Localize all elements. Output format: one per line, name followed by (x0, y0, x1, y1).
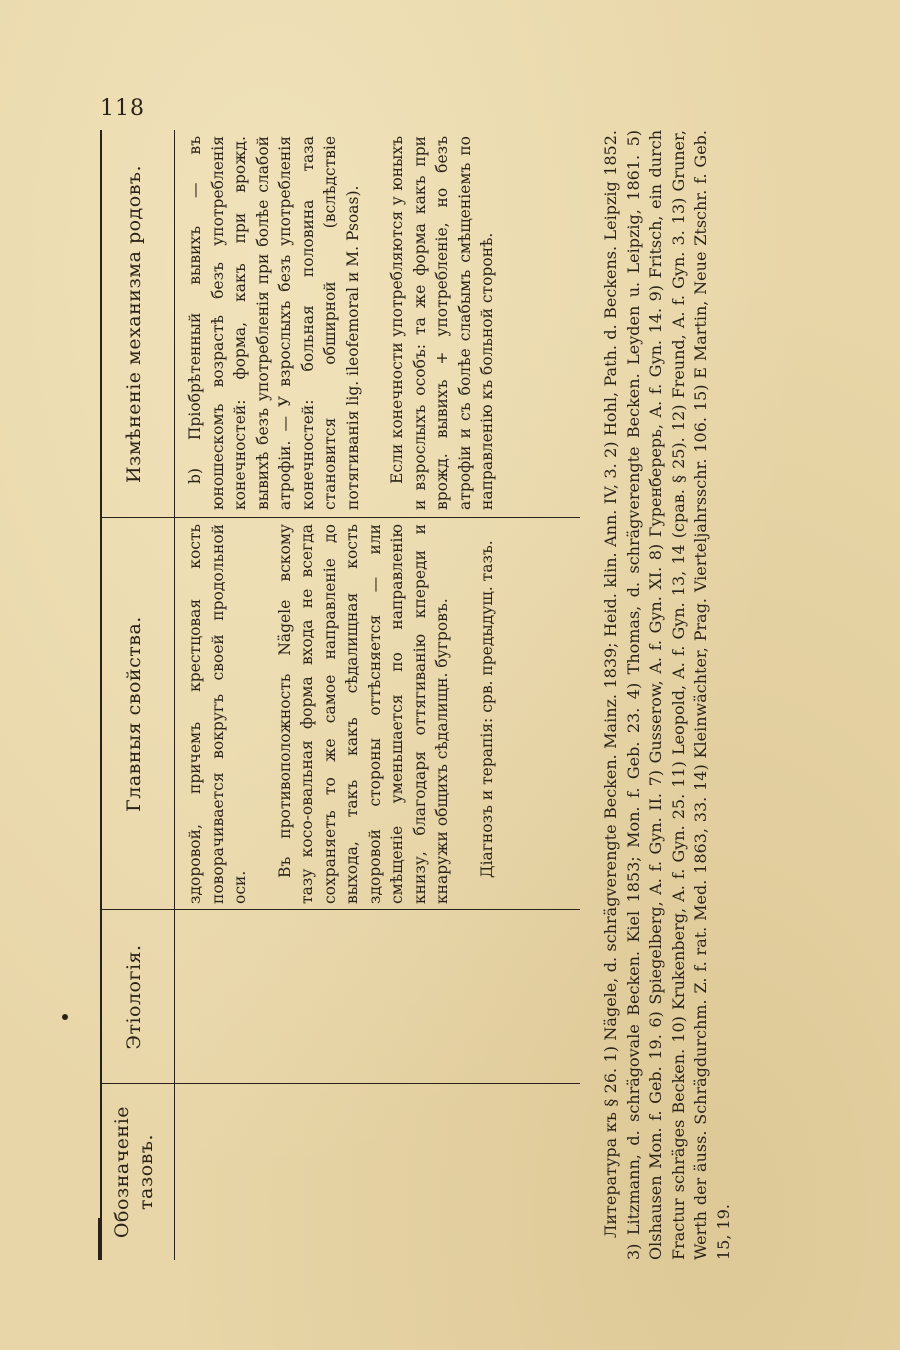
mechanism-paragraph-1: b) Пріобрѣтенный вывихъ — въ юношескомъ возрастѣ безъ употребленія конечностей: форма, какъ при врожд. вывихѣ безъ употребленія при болѣе слабой атрофіи. — У взрослыхъ безъ употребленія конечностей: больная половина таза становится обширной (вслѣдствіе потягиванія lig. ileofemoral и M. Psoas). (186, 136, 362, 510)
header-bottom-rule (174, 130, 175, 1260)
header-top-rule (100, 130, 102, 1260)
header-designation: Обозначеніе тазовъ. (111, 1105, 157, 1239)
rotated-table (100, 130, 760, 1260)
properties-paragraph-2: Въ противоположность Nägele вскому тазу косо-овальная форма входа не всегда сохраняетъ то же самое направленіе до выхода, такъ какъ сѣдалищная кость здоровой стороны оттѣсняется — или смѣщеніе уменьшается по направленію книзу, благодаря оттягиванію кпереди и кнаружи общихъ сѣдалищн. бугровъ. (275, 524, 451, 904)
header-etiology: Этіологія. (123, 944, 145, 1050)
mechanism-cell (184, 136, 499, 510)
literature-text: Литература къ § 26. 1) Nägele, d. schrägverengte Becken. Mainz. 1839; Heid. klin. Ann. IV, 3. 2) Hohl, Path. d. Beckens. Leipzig 1852. 3) Litzmann, d. schrägovale Becken. Kiel 1853; Mon. f. Geb. 23. 4) Thomas, d. schrägverengte Becken. Leyden u. Leipzig, 1861. 5) Olshausen Mon. f. Geb. 19. 6) Spiegelberg, A. f. Gyn. II. 7) Gusserow, A. f. Gyn. XI. 8) Гуренберерь, A. f. Gyn. 14. 9) Fritsch, ein durch Fractur schräges Becken. 10) Krukenberg, A. f. Gyn. 25. 11) Leopold, A. f. Gyn. 13, 14 (срав. § 25). 12) Freund, A. f. Gyn. 3. 13) Gruner, Werth der äuss. Schrägdurchm. Z. f. rat. Med. 1863, 33. 14) Kleinwächter, Prag. Vierteljahrsschr. 106. 15) E Martin, Neue Ztschr. f. Geb. 15, 19. (601, 130, 733, 1260)
properties-paragraph-3: Діагнозъ и терапія: срв. предыдущ. тазъ. (477, 540, 496, 878)
col-sep-2 (100, 909, 580, 910)
properties-paragraph-1: здоровой, причемъ крестцовая кость поворачивается вокругъ своей продольной оси. (186, 524, 249, 904)
header-mechanism: Измѣненіе механизма родовъ. (123, 164, 145, 484)
col-sep-1 (100, 1083, 580, 1084)
properties-cell (184, 524, 498, 904)
col-sep-3 (100, 517, 580, 518)
header-properties: Главныя свойства. (123, 616, 145, 812)
mechanism-paragraph-2: Если конечности употребляются у юныхъ и взрослыхъ особъ: та же форма какъ при врожд. вывихъ + употребленіе, но безъ атрофіи и съ болѣе слабымъ смѣщеніемъ по направленію къ больной сторонѣ. (388, 136, 496, 510)
ink-dot (62, 1014, 68, 1020)
page-number: 118 (100, 96, 145, 121)
literature-references (600, 130, 735, 1260)
